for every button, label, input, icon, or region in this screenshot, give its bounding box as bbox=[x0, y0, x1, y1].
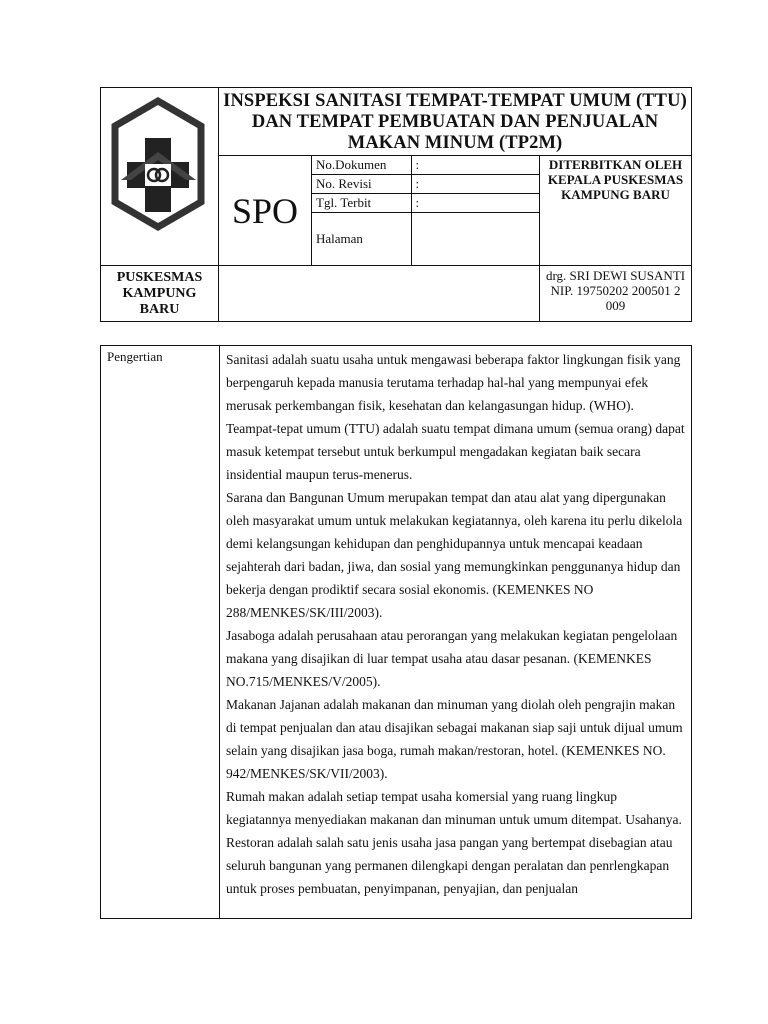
field-label: No.Dokumen bbox=[312, 156, 411, 175]
logo-cell bbox=[101, 88, 219, 266]
issuer-text: DITERBITKAN OLEH KEPALA PUSKESMAS KAMPUNG BARU bbox=[540, 156, 692, 266]
document-info-table bbox=[312, 156, 540, 265]
signer-name: drg. SRI DEWI SUSANTI bbox=[545, 268, 686, 283]
paragraph: Jasaboga adalah perusahaan atau perorangan yang melakukan kegiatan pengelolaan makana yang disajikan di luar tempat usaha atau dasar pesanan. (KEMENKES NO.715/MENKES/V/2005). bbox=[226, 628, 678, 689]
field-label: No. Revisi bbox=[312, 175, 411, 194]
paragraph: Sarana dan Bangunan Umum merupakan tempat dan atau alat yang dipergunakan oleh masyarakat umum untuk melakukan kegiatannya, oleh karena itu perlu dikelola demi kelangsungan kehidupan dan penghidupannya untuk mencapai keadaan sejahterah dari badan, jiwa, dan sosial yang memungkinkan penggunanya hidup dan bekerja dengan prodiktif secara sosial ekonomis. (KEMENKES NO 288/MENKES/SK/III/2003). bbox=[226, 490, 683, 620]
paragraph: Restoran adalah salah satu jenis usaha jasa pangan yang bertempat disebagian atau seluruh bangunan yang permanen dilengkapi dengan peralatan dan penrlengkapan untuk proses pembuatan, penyimpanan, penyajian, dan penjualan bbox=[226, 835, 673, 896]
content-table bbox=[100, 345, 692, 919]
field-value: : bbox=[411, 156, 540, 175]
paragraph: Makanan Jajanan adalah makanan dan minuman yang diolah oleh pengrajin makan di tempat penjualan dan atau disajikan sebagai makanan siap saji untuk dijual umum selain yang disajikan jasa boga, rumah makan/restoran, hotel. (KEMENKES NO. 942/MENKES/SK/VII/2003). bbox=[226, 697, 683, 781]
signer-block bbox=[540, 266, 692, 322]
field-label: Tgl. Terbit bbox=[312, 194, 411, 213]
document-header bbox=[100, 87, 692, 322]
empty-cell bbox=[219, 266, 540, 322]
field-value: : bbox=[411, 194, 540, 213]
paragraph: Sanitasi adalah suatu usaha untuk mengawasi beberapa faktor lingkungan fisik yang berpengaruh kepada manusia terutama terhadap hal-hal yang mempunyai efek merusak perkembangan fisik, kesehatan dan kelangasungan hidup. (WHO). bbox=[226, 352, 681, 413]
signer-nip: NIP. 19750202 200501 2 009 bbox=[550, 283, 681, 313]
puskesmas-logo-icon bbox=[101, 88, 219, 264]
field-value: : bbox=[411, 175, 540, 194]
section-label: Pengertian bbox=[101, 346, 220, 919]
organization-name: PUSKESMAS KAMPUNG BARU bbox=[101, 266, 219, 322]
section-content bbox=[220, 346, 692, 919]
field-value bbox=[411, 213, 540, 266]
paragraph: Rumah makan adalah setiap tempat usaha komersial yang ruang lingkup kegiatannya menyediakan makanan dan minuman untuk umum ditempat. Usahanya. bbox=[226, 789, 682, 827]
spo-label: SPO bbox=[219, 156, 312, 266]
field-label: Halaman bbox=[312, 213, 411, 266]
document-info bbox=[312, 156, 540, 266]
document-title: INSPEKSI SANITASI TEMPAT-TEMPAT UMUM (TTU) DAN TEMPAT PEMBUATAN DAN PENJUALAN MAKAN MINUM (TP2M) bbox=[219, 88, 692, 156]
paragraph: Teampat-tepat umum (TTU) adalah suatu tempat dimana umum (semua orang) dapat masuk ketempat tersebut untuk berkumpul mengadakan kegiatan baik secara insidential maupun terus-menerus. bbox=[226, 421, 685, 482]
